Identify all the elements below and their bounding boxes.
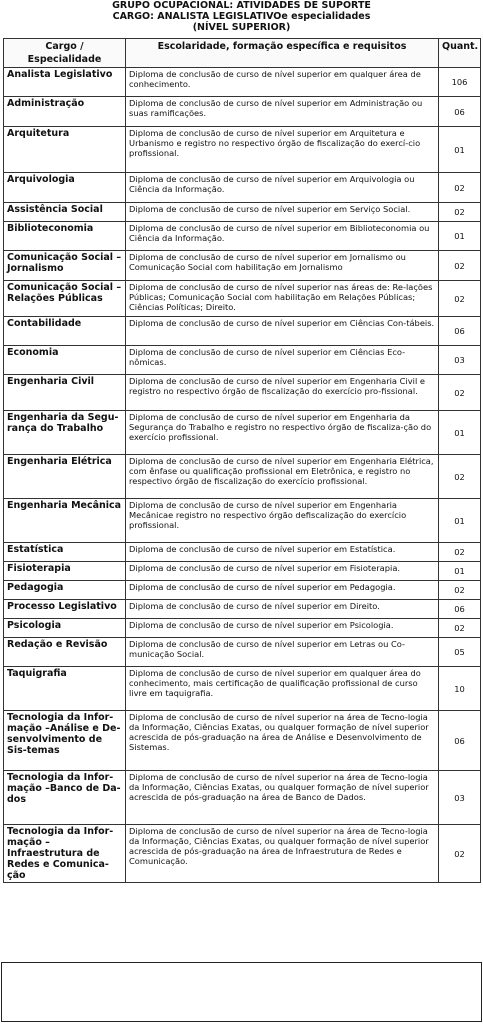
column-header-quantidade: Quant.	[439, 39, 481, 68]
requisitos-cell: Diploma de conclusão de curso de nível superior em Letras ou Co-municação Social.	[126, 638, 439, 667]
table-row	[4, 68, 481, 97]
cargo-cell: Analista Legislativo	[4, 68, 126, 97]
requisitos-cell: Diploma de conclusão de curso de nível superior em Engenharia Mecânicae registro no respectivo órgão defiscalização do exercício profissional.	[126, 499, 439, 543]
requisitos-cell: Diploma de conclusão de curso de nível superior em Biblioteconomia ou Ciência da Informação.	[126, 222, 439, 251]
cargo-cell: Fisioterapia	[4, 562, 126, 581]
table-row	[4, 375, 481, 411]
requisitos-cell: Diploma de conclusão de curso de nível superior em Arquivologia ou Ciência da Informação.	[126, 173, 439, 203]
requisitos-cell: Diploma de conclusão de curso de nível superior em Jornalismo ou Comunicação Social com habilitação em Jornalismo	[126, 251, 439, 281]
cargo-cell: Assistência Social	[4, 203, 126, 222]
quantidade-cell: 02	[439, 173, 481, 203]
cargo-cell: Taquigrafia	[4, 667, 126, 711]
cargo-cell: Arquivologia	[4, 173, 126, 203]
requisitos-cell: Diploma de conclusão de curso de nível superior em Engenharia da Segurança do Trabalho e registro no respectivo órgão de fiscaliza-ção do exercício profissional.	[126, 411, 439, 455]
document-header	[0, 0, 483, 33]
vacancy-table	[3, 38, 481, 883]
table-row	[4, 543, 481, 562]
cargo-cell: Comunicação Social – Relações Públicas	[4, 281, 126, 317]
requisitos-cell: Diploma de conclusão de curso de nível superior em Serviço Social.	[126, 203, 439, 222]
table-row	[4, 281, 481, 317]
table-row	[4, 711, 481, 771]
quantidade-cell: 01	[439, 127, 481, 173]
cargo-cell: Biblioteconomia	[4, 222, 126, 251]
requisitos-cell: Diploma de conclusão de curso de nível superior em qualquer área de conhecimento.	[126, 68, 439, 97]
requisitos-cell: Diploma de conclusão de curso de nível superior em Engenharia Elétrica, com ênfase ou qualificação profissional em Eletrônica, e registro no respectivo órgão de fiscalização do exercício profissional.	[126, 455, 439, 499]
table-row	[4, 638, 481, 667]
quantidade-cell: 01	[439, 222, 481, 251]
column-header-requisitos: Escolaridade, formação específica e requisitos	[126, 39, 439, 68]
cargo-cell: Arquitetura	[4, 127, 126, 173]
quantidade-cell: 06	[439, 317, 481, 346]
requisitos-cell: Diploma de conclusão de curso de nível superior em Engenharia Civil e registro no respectivo órgão de fiscalização do exercício pro-fissional.	[126, 375, 439, 411]
quantidade-cell: 05	[439, 638, 481, 667]
cargo-cell: Processo Legislativo	[4, 600, 126, 619]
header-line-3: (NÍVEL SUPERIOR)	[192, 22, 291, 33]
table-row	[4, 562, 481, 581]
table-row	[4, 346, 481, 375]
requisitos-cell: Diploma de conclusão de curso de nível superior em Estatística.	[126, 543, 439, 562]
table-row	[4, 317, 481, 346]
table-row	[4, 825, 481, 883]
cargo-cell: Pedagogia	[4, 581, 126, 600]
column-header-cargo: Cargo / Especialidade	[4, 39, 126, 68]
cargo-cell: Engenharia da Segu-rança do Trabalho	[4, 411, 126, 455]
table-row	[4, 97, 481, 127]
table-row	[4, 667, 481, 711]
quantidade-cell: 02	[439, 619, 481, 638]
cargo-cell: Tecnologia da Infor-mação –Infraestrutura de Redes e Comunica-ção	[4, 825, 126, 883]
quantidade-cell: 06	[439, 97, 481, 127]
cargo-cell: Engenharia Elétrica	[4, 455, 126, 499]
quantidade-cell: 06	[439, 711, 481, 771]
requisitos-cell: Diploma de conclusão de curso de nível superior em Fisioterapia.	[126, 562, 439, 581]
cargo-cell: Psicologia	[4, 619, 126, 638]
table-row	[4, 173, 481, 203]
cargo-cell: Tecnologia da Infor-mação –Banco de Da-dos	[4, 771, 126, 825]
quantidade-cell: 01	[439, 562, 481, 581]
cargo-cell: Comunicação Social – Jornalismo	[4, 251, 126, 281]
cargo-cell: Tecnologia da Infor-mação –Análise e De-senvolvimento de Sis-temas	[4, 711, 126, 771]
header-line-1: GRUPO OCUPACIONAL: ATIVIDADES DE SUPORTE	[112, 0, 371, 11]
quantidade-cell: 02	[439, 455, 481, 499]
quantidade-cell: 02	[439, 203, 481, 222]
quantidade-cell: 02	[439, 825, 481, 883]
quantidade-cell: 01	[439, 411, 481, 455]
last-row-frame	[1, 962, 482, 1022]
cargo-cell: Engenharia Civil	[4, 375, 126, 411]
table-row	[4, 581, 481, 600]
cargo-cell: Engenharia Mecânica	[4, 499, 126, 543]
requisitos-cell: Diploma de conclusão de curso de nível superior na área de Tecno-logia da Informação, Ciências Exatas, ou qualquer formação de nível superior acrescida de pós-graduação na área de Banco de Dados.	[126, 771, 439, 825]
quantidade-cell: 106	[439, 68, 481, 97]
header-line-2: CARGO: ANALISTA LEGISLATIVOe especialidades	[112, 11, 371, 22]
requisitos-cell: Diploma de conclusão de curso de nível superior em Pedagogia.	[126, 581, 439, 600]
cargo-cell: Administração	[4, 97, 126, 127]
quantidade-cell: 03	[439, 771, 481, 825]
requisitos-cell: Diploma de conclusão de curso de nível superior em Psicologia.	[126, 619, 439, 638]
cargo-cell: Estatística	[4, 543, 126, 562]
quantidade-cell: 03	[439, 346, 481, 375]
quantidade-cell: 10	[439, 667, 481, 711]
table-row	[4, 203, 481, 222]
quantidade-cell: 02	[439, 581, 481, 600]
table-row	[4, 619, 481, 638]
requisitos-cell: Diploma de conclusão de curso de nível superior em Ciências Eco-nômicas.	[126, 346, 439, 375]
table-row	[4, 251, 481, 281]
table-row	[4, 600, 481, 619]
table-row	[4, 411, 481, 455]
quantidade-cell: 02	[439, 543, 481, 562]
requisitos-cell: Diploma de conclusão de curso de nível superior na área de Tecno-logia da Informação, Ciências Exatas, ou qualquer formação de nível superior acrescida de pós-graduação na área de Análise e Desenvolvimento de Sistemas.	[126, 711, 439, 771]
requisitos-cell: Diploma de conclusão de curso de nível superior em qualquer área do conhecimento, mais certificação de qualificação profissional de curso livre em taquigrafia.	[126, 667, 439, 711]
table-row	[4, 771, 481, 825]
quantidade-cell: 02	[439, 375, 481, 411]
cargo-cell: Redação e Revisão	[4, 638, 126, 667]
quantidade-cell: 02	[439, 281, 481, 317]
table-row	[4, 127, 481, 173]
cargo-cell: Economia	[4, 346, 126, 375]
requisitos-cell: Diploma de conclusão de curso de nível superior em Direito.	[126, 600, 439, 619]
table-row	[4, 222, 481, 251]
table-row	[4, 455, 481, 499]
table-header-row	[4, 39, 481, 68]
requisitos-cell: Diploma de conclusão de curso de nível superior na área de Tecno-logia da Informação, Ciências Exatas, ou qualquer formação de nível superior acrescida de pós-graduação na área de Infraestrutura de Redes e Comunicação.	[126, 825, 439, 883]
quantidade-cell: 01	[439, 499, 481, 543]
requisitos-cell: Diploma de conclusão de curso de nível superior em Administração ou suas ramificações.	[126, 97, 439, 127]
requisitos-cell: Diploma de conclusão de curso de nível superior em Ciências Con-tábeis.	[126, 317, 439, 346]
requisitos-cell: Diploma de conclusão de curso de nível superior em Arquitetura e Urbanismo e registro no respectivo órgão de fiscalização do exercí-cio profissional.	[126, 127, 439, 173]
quantidade-cell: 02	[439, 251, 481, 281]
cargo-cell: Contabilidade	[4, 317, 126, 346]
table-row	[4, 499, 481, 543]
requisitos-cell: Diploma de conclusão de curso de nível superior nas áreas de: Re-lações Públicas; Comunicação Social com habilitação em Relações Públicas; Ciências Políticas; Direito.	[126, 281, 439, 317]
quantidade-cell: 06	[439, 600, 481, 619]
